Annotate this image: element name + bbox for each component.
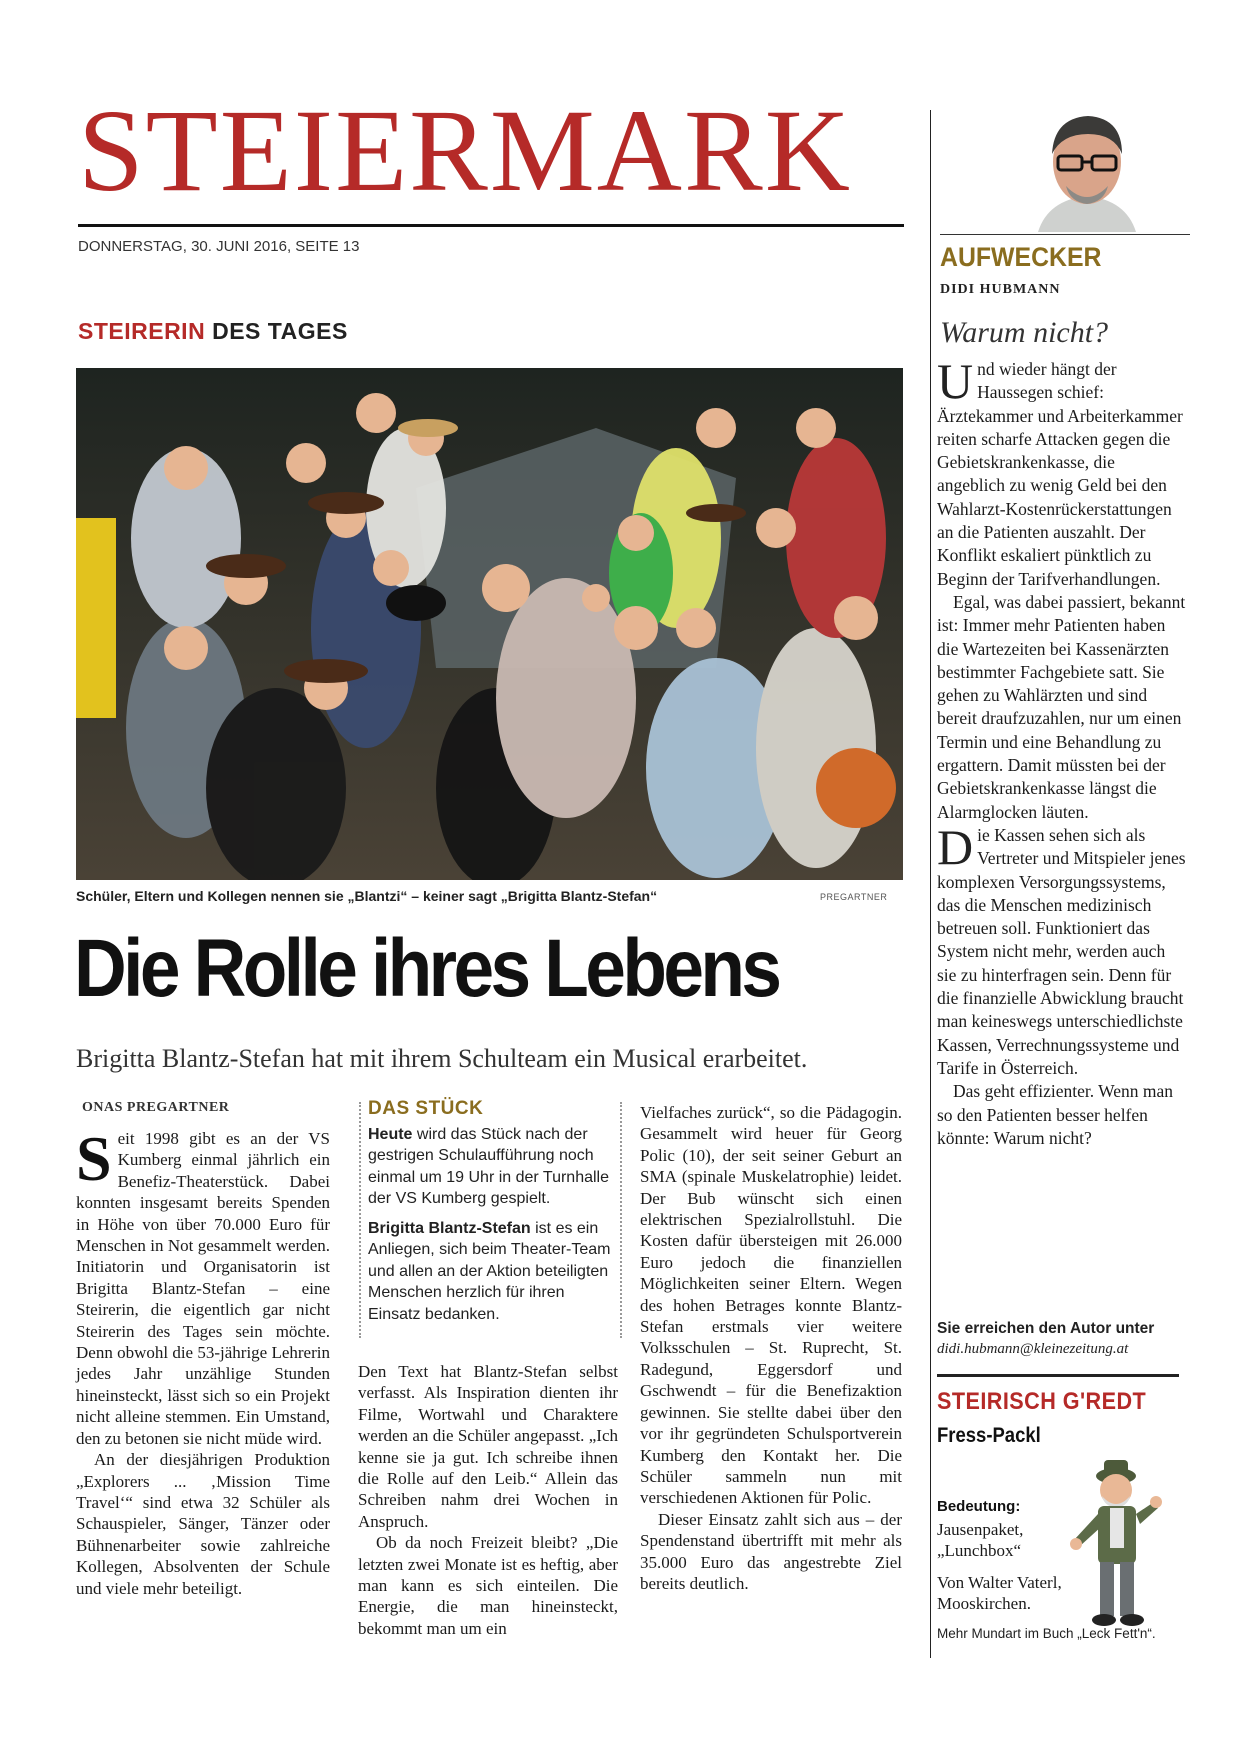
- infobox-p1-bold: Heute: [368, 1125, 413, 1143]
- headline: Die Rolle ihres Lebens: [74, 923, 779, 1014]
- sidebar-column-text: [937, 353, 1187, 1150]
- author-portrait: [1028, 104, 1146, 232]
- infobox-p2-bold: Brigitta Blantz-Stefan: [368, 1219, 531, 1237]
- sidebar-drop-cap-2: D: [937, 818, 974, 875]
- sidebar-drop-cap-1: U: [937, 353, 974, 409]
- subhead: Brigitta Blantz-Stefan hat mit ihrem Schulteam ein Musical erarbeitet.: [76, 1044, 808, 1073]
- article-column-2: [358, 1361, 618, 1639]
- section-title: STEIERMARK: [78, 86, 852, 216]
- column-name: AUFWECKER: [940, 242, 1102, 272]
- infobox-title: DAS STÜCK: [368, 1098, 484, 1119]
- infobox-p1-text: wird das Stück nach der gestrigen Schulaufführung noch einmal um 19 Uhr in der Turnhalle der VS Kumberg gespielt.: [368, 1125, 610, 1207]
- col2-paragraph-1: Den Text hat Blantz-Stefan selbst verfasst. Als Inspiration dienten ihr Filme, Wortwahl und Charaktere werden an die Schüler angepasst. „Ich kenne sie ja gut. Ich schreibe ihnen die Rolle auf den Leib.“ Allein das Schreiben nahm drei Wochen in Anspruch.: [358, 1362, 618, 1531]
- dialect-section-title: STEIRISCH G'REDT: [937, 1388, 1147, 1415]
- infobox-border-right: [620, 1102, 622, 1338]
- contact-label: Sie erreichen den Autor unter: [937, 1320, 1155, 1337]
- kicker: [78, 318, 348, 345]
- meaning-text: Jausenpaket, „Lunchbox“: [937, 1520, 1024, 1560]
- cartoon-figure: [1058, 1450, 1168, 1632]
- drop-cap: S: [76, 1123, 112, 1194]
- sidebar-rule-2: [937, 1374, 1179, 1377]
- byline: ONAS PREGARTNER: [82, 1100, 230, 1115]
- kicker-red: STEIRERIN: [78, 318, 206, 344]
- submitted-by: Von Walter Vaterl, Mooskirchen.: [937, 1573, 1062, 1613]
- article-column-1: [76, 1123, 330, 1599]
- column-divider: [930, 110, 931, 1658]
- book-note: Mehr Mundart im Buch „Leck Fett'n“.: [937, 1626, 1156, 1641]
- kicker-black: DES TAGES: [205, 318, 348, 344]
- masthead-rule: [78, 224, 904, 227]
- col2-paragraph-2: Ob da noch Freizeit bleibt? „Die letzten zwei Monate ist es heftig, aber man kann es sich einteilen. Die Energie, die man hineinsteckt, bekommt man um ein: [358, 1533, 618, 1638]
- article-column-3: [640, 1102, 902, 1594]
- col3-paragraph-2: Dieser Einsatz zahlt sich aus – der Spendenstand übertrifft mit mehr als 35.000 Euro das angestrebte Ziel bereits deutlich.: [640, 1509, 902, 1593]
- infobox-paragraph-2: [368, 1218, 618, 1326]
- infobox: [368, 1098, 618, 1333]
- group-photo: [76, 368, 903, 880]
- dialect-word: Fress-Packl: [937, 1424, 1041, 1447]
- col3-paragraph-1: Vielfaches zurück“, so die Pädagogin. Gesammelt wird heuer für Georg Polic (10), der seit seiner Geburt an SMA (spinale Muskelatrophie) leidet. Der Bub wünscht sich einen elektrischen Spezialrollstuhl. Die Kosten dafür übersteigen mit 26.000 Euro jedoch die finanziellen Möglichkeiten seiner Eltern. Wegen des hohen Betrages konnte Blantz-Stefan erstmals vier weitere Volksschulen – St. Ruprecht, St. Radegund, Eggersdorf und Gschwendt – für die Benefizaktion gewinnen. Sie stellte dabei über den vor ihr gegründeten Schulsportverein Kumberg den Kontakt her. Die Schüler sammeln nun mit verschiedenen Aktionen für Polic.: [640, 1103, 902, 1508]
- dateline: DONNERSTAG, 30. JUNI 2016, SEITE 13: [78, 238, 360, 255]
- meaning-label: Bedeutung:: [937, 1498, 1021, 1515]
- sidebar-paragraph-2: Egal, was dabei passiert, bekannt ist: Immer mehr Patienten haben die Wartezeiten bei Kassenärzten bestimmter Fachgebiete satt. Sie gehen zu Wahlärzten und sind bereit draufzuzahlen, nur um einen Termin und eine Behandlung zu ergattern. Damit müssten bei der Gebietskrankenkasse längst die Alarmglocken läuten.: [937, 591, 1186, 822]
- sidebar-rule: [940, 234, 1190, 235]
- column-author: DIDI HUBMANN: [940, 282, 1061, 297]
- sidebar-paragraph-3: ie Kassen sehen sich als Vertreter und Mitspieler jenes komplexen Versorgungssystems, das die Menschen medizinisch betreuen soll. Funktioniert das System nicht mehr, werden auch sie zu hinterfragen sein. Denn für die finanzielle Abwicklung braucht man keineswegs unterschiedlichste Kassen, Verrechnungssysteme und Tarife in Österreich.: [937, 824, 1186, 1078]
- col1-paragraph-1: eit 1998 gibt es an der VS Kumberg einmal jährlich ein Benefiz-Theaterstück. Dabei konnten insgesamt bereits Spenden in Höhe von über 70.000 Euro für Menschen in Not gesammelt werden. Initiatorin und Organisatorin ist Brigitta Blantz-Stefan – eine Steirerin, die eigentlich gar nicht Steirerin des Tages sein möchte. Denn obwohl die 53-jährige Lehrerin jedes Jahr unzählige Stunden hineinsteckt, lässt sich so ein Projekt nicht alleine stemmen. Ein Umstand, den zu betonen sie nicht müde wird.: [76, 1129, 330, 1448]
- sidebar-paragraph-4: Das geht effizienter. Wenn man so den Patienten besser helfen könnte: Warum nicht?: [937, 1081, 1174, 1148]
- infobox-p2-text: ist es ein Anliegen, sich beim Theater-Team und allen an der Aktion beteiligten Menschen herzlich für ihren Einsatz bedanken.: [368, 1219, 611, 1323]
- sidebar-paragraph-1: nd wieder hängt der Haussegen schief: Ärztekammer und Arbeiterkammer reiten scharfe Attacken gegen die Gebietskrankenkasse, die angeblich zu wenig Geld bei den Wahlarzt-Kostenrückerstattungen an die Patienten auszahlt. Der Konflikt eskaliert pünktlich zu Beginn der Tarifverhandlungen.: [937, 359, 1183, 589]
- column-title: Warum nicht?: [940, 316, 1109, 349]
- col1-paragraph-2: An der diesjährigen Produktion „Explorers ... ‚Mission Time Travel‘“ sind etwa 32 Schüler als Schauspieler, Sänger, Tänzer oder Bühnenarbeiter sowie zahlreiche Kollegen, Absolventen der Schule und viele mehr beteiligt.: [76, 1450, 330, 1598]
- infobox-paragraph-1: [368, 1124, 618, 1210]
- photo-credit: PREGARTNER: [820, 892, 888, 902]
- photo-caption: Schüler, Eltern und Kollegen nennen sie „Blantzi“ – keiner sagt „Brigitta Blantz-Stefan“: [76, 888, 658, 904]
- contact-email[interactable]: didi.hubmann@kleinezeitung.at: [937, 1341, 1129, 1357]
- infobox-border-left: [359, 1102, 361, 1338]
